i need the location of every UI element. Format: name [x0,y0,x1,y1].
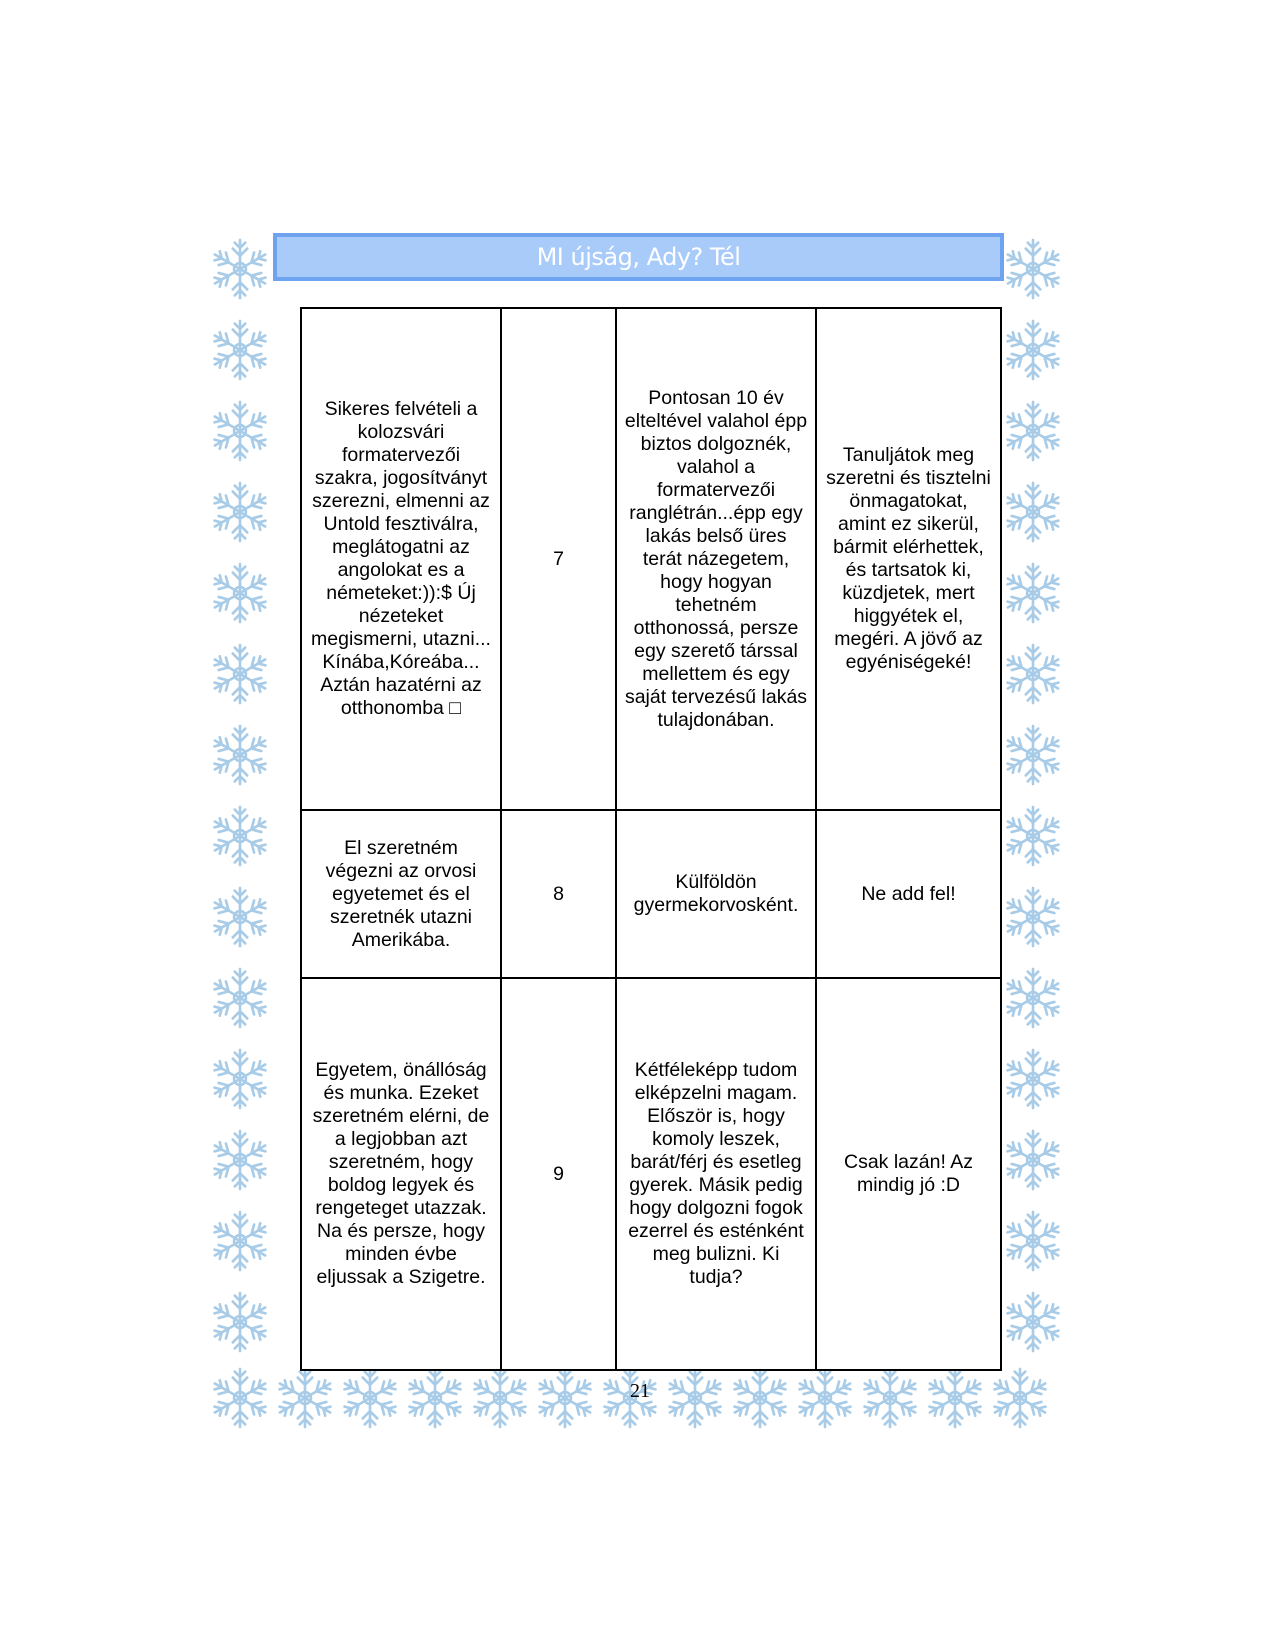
snowflake-icon [857,1365,923,1431]
snowflake-icon [207,641,273,707]
advice-text: Ne add fel! [861,882,956,905]
future-cell [616,810,816,978]
snowflake-icon [727,1365,793,1431]
snowflake-icon [1000,884,1066,950]
snowflake-icon [1000,965,1066,1031]
snowflake-icon [662,1365,728,1431]
snowflake-icon [207,1046,273,1112]
advice-cell [816,308,1001,810]
snowflake-icon [1000,1127,1066,1193]
snowflake-icon [922,1365,988,1431]
goals-cell [301,810,501,978]
grade-cell [501,308,616,810]
header-banner [273,233,1004,281]
snowflake-icon [207,803,273,869]
snowflake-icon [532,1365,598,1431]
snowflake-icon [987,1365,1053,1431]
snowflake-icon [207,1208,273,1274]
future-cell [616,978,816,1370]
future-text: Kétféleképp tudom elképzelni magam. Először is, hogy komoly leszek, barát/férj és esetleg gyerek. Másik pedig hogy dolgozni fogok ezerrel és esténként meg bulizni. Ki tudja? [628,1059,804,1288]
snowflake-icon [467,1365,533,1431]
survey-table [300,307,1002,1371]
snowflake-icon [1000,803,1066,869]
snowflake-border-bottom [207,1365,1077,1455]
table-row [301,308,1001,810]
snowflake-icon [1000,317,1066,383]
snowflake-icon [1000,641,1066,707]
page-number: 21 [630,1380,650,1402]
snowflake-icon [402,1365,468,1431]
advice-cell [816,978,1001,1370]
grade-cell [501,978,616,1370]
snowflake-icon [1000,1208,1066,1274]
snowflake-icon [207,1365,273,1431]
goals-cell [301,308,501,810]
snowflake-icon [207,479,273,545]
grade-cell [501,810,616,978]
snowflake-icon [207,560,273,626]
snowflake-icon [1000,236,1066,302]
grade-text: 9 [553,1162,564,1185]
snowflake-icon [207,236,273,302]
advice-cell [816,810,1001,978]
goals-cell [301,978,501,1370]
snowflake-icon [207,317,273,383]
table-row [301,978,1001,1370]
goals-text: Egyetem, önállóság és munka. Ezeket szeretném elérni, de a legjobban azt szeretném, hogy boldog legyek és rengeteget utazzak. Na és persze, hogy minden évbe eljussak a Szigetre. [312,1059,490,1288]
snowflake-icon [1000,479,1066,545]
page-title: MI újság, Ady? Tél [536,243,741,271]
snowflake-icon [1000,560,1066,626]
snowflake-icon [272,1365,338,1431]
snowflake-icon [207,1289,273,1355]
advice-text: Csak lazán! Az mindig jó :D [844,1151,973,1196]
snowflake-icon [207,722,273,788]
snowflake-icon [1000,1289,1066,1355]
advice-text: Tanuljátok meg szeretni és tisztelni önmagatokat, amint ez sikerül, bármit elérhettek, és tartsatok ki, küzdjetek, mert higgyétek el, megéri. A jövő az egyéniségeké! [826,444,991,673]
future-text: Külföldön gyermekorvosként. [633,871,799,916]
snowflake-icon [207,884,273,950]
snowflake-icon [1000,722,1066,788]
grade-text: 8 [553,882,564,905]
snowflake-icon [207,398,273,464]
future-text: Pontosan 10 év elteltével valahol épp biztos dolgoznék, valahol a formatervezői ranglétrán...épp egy lakás belső üres terát názegetem, hogy hogyan tehetném otthonossá, persze egy szerető társsal mellettem és egy saját tervezésű lakás tulajdonában. [624,386,808,731]
snowflake-icon [1000,1046,1066,1112]
snowflake-icon [207,1127,273,1193]
future-cell [616,308,816,810]
snowflake-icon [792,1365,858,1431]
snowflake-icon [1000,398,1066,464]
grade-text: 7 [553,547,564,570]
snowflake-icon [337,1365,403,1431]
table-row [301,810,1001,978]
goals-text: El szeretném végezni az orvosi egyetemet és el szeretnék utazni Amerikába. [325,836,477,951]
snowflake-icon [207,965,273,1031]
goals-text: Sikeres felvételi a kolozsvári formatervezői szakra, jogosítványt szerezni, elmenni az Untold fesztiválra, meglátogatni az angolokat es a németeket:)):$ Új nézeteket megismerni, utazni... Kínába,Kóreába... Aztán hazatérni az otthonomba □ [311,398,491,719]
